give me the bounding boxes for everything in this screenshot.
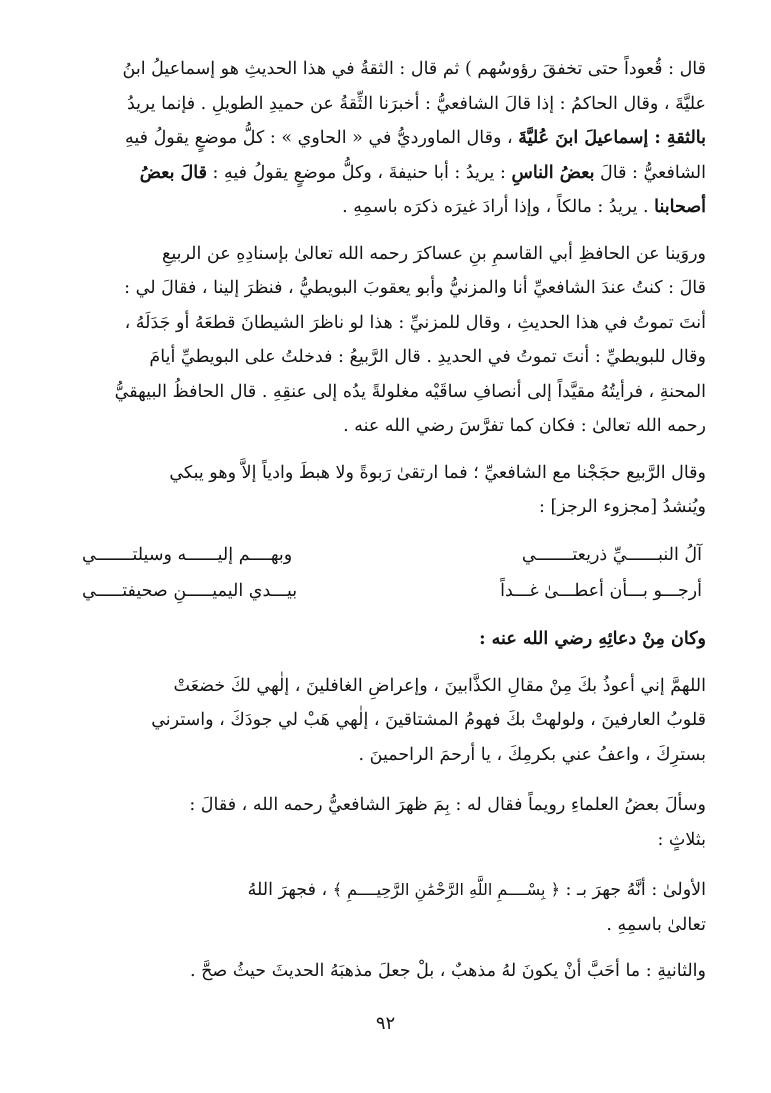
text-run: ، فجهرَ اللهُ — [247, 880, 333, 900]
bold-term: قالَ بعضُ — [139, 162, 207, 183]
text-run: ، وقال الماورديُّ في « الحاوي » : كلُّ موضعٍ يقولُ فيهِ — [124, 128, 519, 148]
text-line: ويُنشدُ [مجزوء الرجز] : — [539, 497, 706, 517]
verse-second-hemistich: بيـــدي اليميـــــنِ صحيفتـــــي — [82, 580, 298, 601]
text-line — [78, 873, 706, 908]
text-line — [78, 156, 706, 191]
text-line: قلوبُ العارفينَ ، ولولهتْ بكَ فهومُ المشتاقينَ ، إلٰهي هَبْ لي جودَكَ ، واسترني — [151, 710, 706, 730]
text-line: بثلاثٍ : — [657, 829, 706, 850]
verse-second-hemistich: وبهــــم إليــــــه وسيلتـــــــي — [82, 544, 293, 565]
text-line: رحمه الله تعالىٰ : فكان كما تفرَّسَ رضي الله عنه . — [343, 416, 706, 436]
text-line: وسألَ بعضُ العلماءِ رويماً فقال له : بِمَ ظهرَ الشافعيُّ رحمه الله ، فقالَ : — [189, 795, 706, 815]
text-line: وقال الرَّبيع حجَجْنا مع الشافعيِّ ؛ فما ارتقىٰ رَبوةً ولا هبطَ وادياً إلاَّ وهو يبكي — [169, 462, 706, 483]
text-line: تعالىٰ باسمِهِ . — [606, 914, 706, 935]
page-number: ٩٢ — [375, 1013, 396, 1034]
paragraph-first — [78, 873, 706, 942]
section-heading: وكان مِنْ دعائِهِ رضي الله عنه : — [479, 628, 706, 649]
text-run: : يريدُ : أبا حنيفةَ ، وكلُّ موضعٍ يقولُ فيهِ : — [206, 162, 512, 183]
text-line: بسترِكَ ، واعفُ عني بكرمِكَ ، يا أرحمَ الراحمينَ . — [358, 744, 706, 765]
paragraph-ibn-asakir — [78, 237, 706, 444]
text-run: الأولىٰ : أنَّهُ جهرَ بـ : — [559, 880, 706, 900]
poem-verse — [78, 573, 706, 609]
poem — [78, 537, 706, 609]
text-line: عليَّةَ ، وقال الحاكمُ : إذا قالَ الشافعيُّ : أخبرَنا الثِّقةُ عن حميدِ الطويلِ . فإنما يريدُ — [126, 93, 706, 114]
text-line: والثانيةِ : ما أحَبَّ أنْ يكونَ لهُ مذهبٌ ، بلْ جعلَ مذهبَهُ الحديثَ حيثُ صحَّ . — [190, 961, 706, 981]
paragraph-prayer — [78, 669, 706, 773]
text-run: . يريدُ : مالكاً ، وإذا أرادَ غيرَه ذكرَه باسمِهِ . — [342, 197, 655, 217]
text-line: اللهمَّ إني أعوذُ بكَ مِنْ مقالِ الكذَّابينَ ، وإعراضِ الغافلينَ ، إلٰهي لكَ خضعَتْ — [173, 675, 706, 696]
bold-term: بالثقةِ : إسماعيلَ ابنَ عُليَّةَ — [518, 128, 706, 148]
bold-term: أصحابنا — [654, 197, 706, 217]
verse-first-hemistich: أرجـــو بـــأن أعطـــىٰ غـــداً — [500, 580, 702, 601]
text-line: قالَ : كنتُ عندَ الشافعيِّ أنا والمزنيُّ وأبو يعقوبَ البويطيُّ ، فنظرَ إلينا ، فقالَ لي : — [124, 278, 706, 298]
poem-verse — [78, 537, 706, 573]
text-line: قال : قُعوداً حتى تخفقَ رؤوسُهم ) ثم قال : الثقةُ في هذا الحديثِ هو إسماعيلُ ابنُ — [122, 59, 706, 79]
bold-term: بعضُ الناسِ — [511, 162, 595, 183]
verse-first-hemistich: آلُ النبــــــيِّ ذريعتـــــــي — [521, 544, 702, 565]
text-line: أنتَ تموتُ في هذا الحديثِ ، وقال للمزنيِّ : هذا لو ناظرَ الشيطانَ قطعَهُ أو جَدَلَهُ ، — [124, 312, 706, 333]
text-line — [78, 190, 706, 225]
text-line: وقال للبويطيِّ : أنتَ تموتُ في الحديدِ . قال الرَّبيعُ : فدخلتُ على البويطيِّ أيامَ — [149, 347, 706, 367]
text-run: الشافعيُّ : قالَ — [594, 162, 706, 183]
text-line: المحنةِ ، فرأيتُهُ مقيَّداً إلى أنصافِ ساقَيْه مغلولةً يدُه إلى عنقِهِ . قال الحافظُ البيهقيُّ — [114, 381, 706, 402]
paragraph-ruwaym — [78, 788, 706, 857]
page-body — [78, 52, 706, 989]
paragraph-hajj — [78, 456, 706, 525]
text-line: وروَينا عن الحافظِ أبي القاسمِ بنِ عساكرَ رحمه الله تعالىٰ بإسنادِهِ عن الربيعِ — [162, 243, 706, 264]
paragraph-second — [78, 954, 706, 989]
basmala: ﴿ بِسْــــمِ اللَّهِ الرَّحْمَٰنِ الرَّحِيــــمِ ﴾ — [332, 880, 560, 899]
paragraph-thiqa — [78, 52, 706, 225]
text-line — [78, 121, 706, 156]
